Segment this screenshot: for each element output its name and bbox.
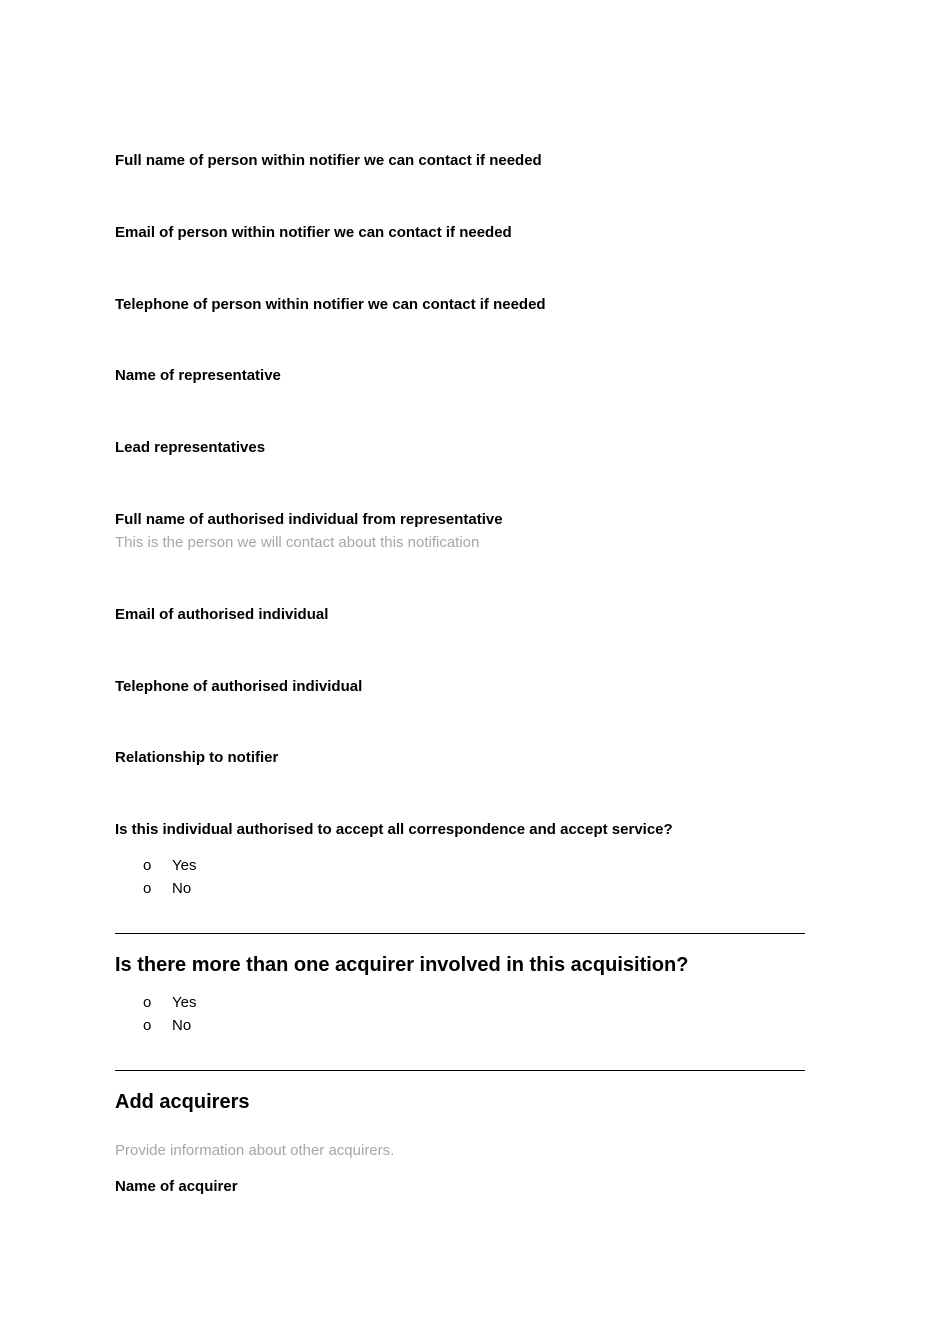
radio-circle-icon: o [143, 857, 152, 874]
option-label: Yes [172, 994, 197, 1011]
option-label: Yes [172, 857, 197, 874]
add-acquirers-hint: Provide information about other acquirers. [115, 1142, 395, 1159]
lead-representatives-label: Lead representatives [115, 439, 266, 456]
correspondence-question: Is this individual authorised to accept all correspondence and accept service? [115, 821, 673, 838]
authorised-name-label: Full name of authorised individual from representative [115, 511, 503, 528]
multiple-acquirers-heading: Is there more than one acquirer involved in this acquisition? [115, 954, 689, 976]
section-divider [115, 933, 805, 934]
radio-circle-icon: o [143, 994, 152, 1011]
radio-circle-icon: o [143, 880, 152, 897]
option-label: No [172, 1017, 192, 1034]
authorised-phone-label: Telephone of authorised individual [115, 678, 363, 695]
radio-circle-icon: o [143, 1017, 152, 1034]
contact-phone-label: Telephone of person within notifier we can contact if needed [115, 296, 546, 313]
correspondence-option-yes[interactable] [143, 857, 196, 875]
authorised-email-label: Email of authorised individual [115, 606, 329, 623]
option-label: No [172, 880, 192, 897]
section-divider [115, 1070, 805, 1071]
multiple-acquirers-option-no[interactable] [143, 1017, 191, 1035]
relationship-label: Relationship to notifier [115, 749, 279, 766]
contact-name-label: Full name of person within notifier we can contact if needed [115, 152, 542, 169]
contact-email-label: Email of person within notifier we can contact if needed [115, 224, 512, 241]
multiple-acquirers-option-yes[interactable] [143, 994, 196, 1012]
authorised-name-hint: This is the person we will contact about this notification [115, 534, 480, 551]
correspondence-option-no[interactable] [143, 880, 191, 898]
representative-name-label: Name of representative [115, 367, 281, 384]
add-acquirers-heading: Add acquirers [115, 1091, 250, 1113]
acquirer-name-label: Name of acquirer [115, 1178, 238, 1195]
